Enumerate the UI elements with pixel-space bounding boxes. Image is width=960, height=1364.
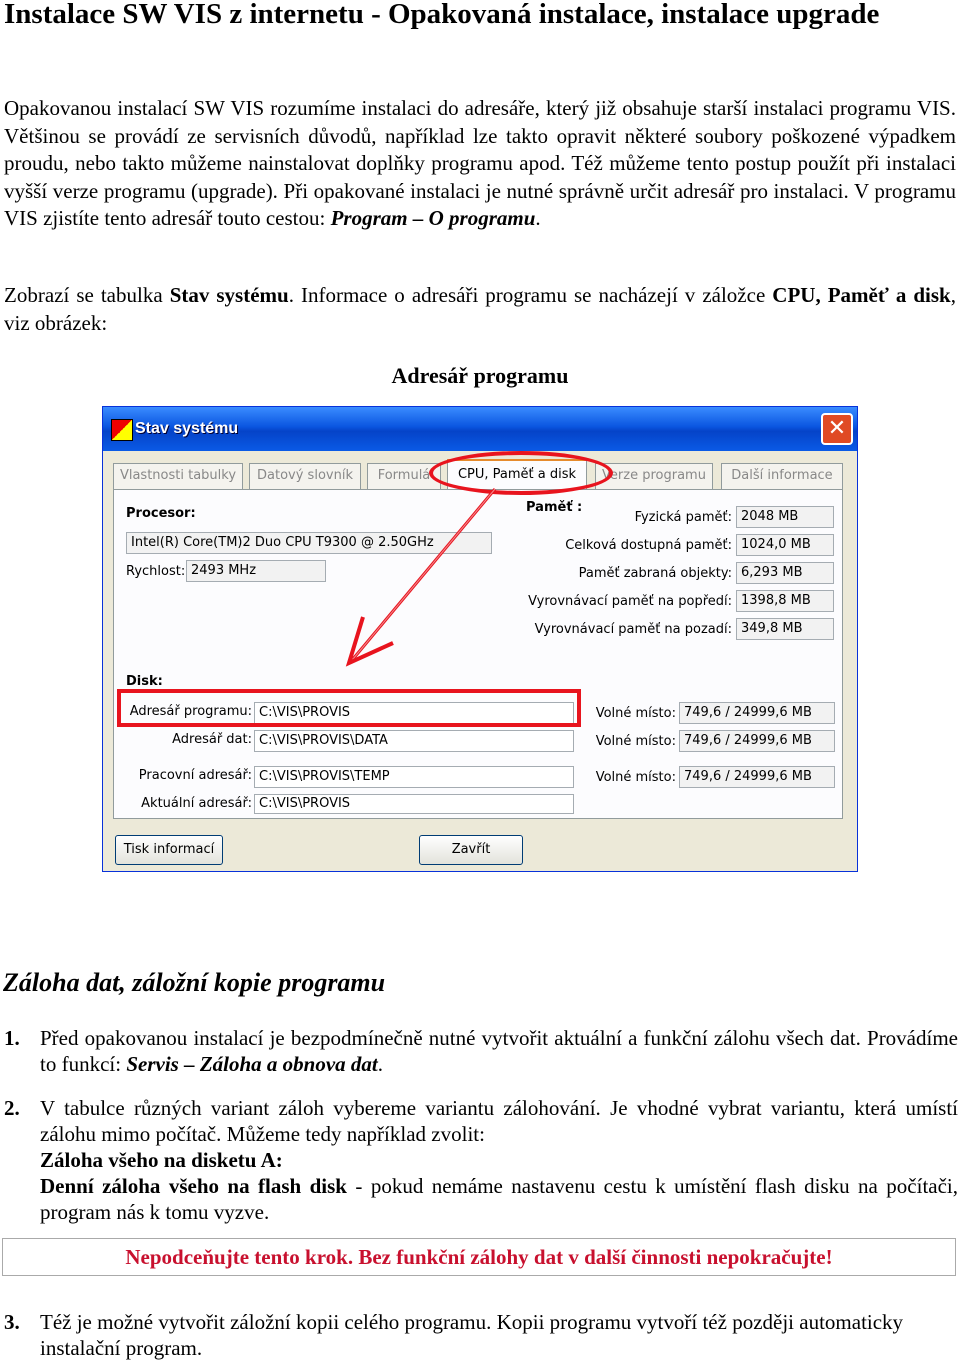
item1-end: . [377,1052,384,1076]
tab-forms[interactable]: Formulá [367,463,441,489]
memory-label: Vyrovnávací paměť na pozadí: [534,622,732,637]
backup-option-flash: Denní záloha všeho na flash disk [40,1174,347,1198]
item1-text: Před opakovanou instalací je bezpodmínečně nutné vytvořit aktuální a funkční zálohu všech dat. Provádíme to funkcí: [40,1026,958,1076]
intro-text: Opakovanou instalací SW VIS rozumíme instalaci do adresáře, který již obsahuje starší instalaci programu VIS. Většinou se provádí ze servisních důvodů, například lze takto opravit některé soubory poškozené výpadkem proudu, nebo takto můžeme nainstalovat doplňky programu apod. Též můžeme tento postup použít při instalaci vyšší verze programu (upgrade). Při opakované instalaci je nutné správně určit adresář pro instalaci. V programu VIS zjistíte tento adresář touto cestou: [4,96,956,230]
list-item [4,1025,956,1079]
p2-bold-2: CPU, Paměť a disk [772,283,951,307]
current-dir-label: Aktuální adresář: [141,796,252,811]
work-dir-label: Pracovní adresář: [138,768,252,783]
list-number: 2. [4,1096,20,1120]
system-status-window [102,406,858,872]
free-space-value: 749,6 / 24999,6 MB [679,766,835,788]
p2-text-3: , viz obrázek: [4,283,956,335]
page-title: Instalace SW VIS z internetu - Opakovaná instalace, instalace upgrade [4,0,880,30]
cpu-name-field: Intel(R) Core(TM)2 Duo CPU T9300 @ 2.50GHz [126,532,492,554]
memory-value: 6,293 MB [736,562,834,584]
warning-box: Nepodceňujte tento krok. Bez funkční zálohy dat v další činnosti nepokračujte! [2,1238,956,1276]
memory-label: Celková dostupná paměť: [565,538,732,553]
memory-label: Vyrovnávací paměť na popředí: [528,594,732,609]
program-dir-label: Adresář programu: [129,704,252,719]
backup-option-floppy: Záloha všeho na disketu A: [40,1148,283,1172]
free-space-value: 749,6 / 24999,6 MB [679,702,835,724]
memory-label: Fyzická paměť: [634,510,732,525]
window-title: Stav systému [135,420,239,437]
free-space-value: 749,6 / 24999,6 MB [679,730,835,752]
memory-label: Paměť zabraná objekty: [578,566,732,581]
cpu-heading: Procesor: [126,506,196,521]
close-button[interactable]: Zavřít [419,835,523,865]
figure-caption: Adresář programu [391,363,569,388]
menu-path: Program – O programu [330,206,536,230]
memory-value: 2048 MB [736,506,834,528]
list-text [40,1025,958,1077]
backup-menu-path: Servis – Záloha a obnova dat [126,1052,378,1076]
item2-text-2: - pokud nemáme nastavenu cestu k umístění flash disku na počítači, program nás k tomu vyzve. [40,1174,959,1224]
intro-paragraph [4,95,956,233]
free-space-label: Volné místo: [595,706,676,721]
work-dir-field[interactable]: C:\VIS\PROVIS\TEMP [254,766,574,788]
print-info-button[interactable]: Tisk informací [115,835,223,865]
table-info-paragraph [4,282,956,337]
program-dir-field[interactable]: C:\VIS\PROVIS [254,702,574,724]
current-dir-field[interactable]: C:\VIS\PROVIS [254,794,574,814]
memory-value: 1398,8 MB [736,590,834,612]
annotation-arrow-icon [103,407,858,872]
backup-section-heading: Záloha dat, záložní kopie programu [3,968,386,997]
cpu-speed-field: 2493 MHz [186,560,326,582]
data-dir-label: Adresář dat: [172,732,252,747]
list-item [4,1095,959,1225]
list-number: 1. [4,1026,20,1050]
tab-more-info[interactable]: Další informace [721,463,843,489]
memory-heading: Paměť : [526,500,583,515]
list-text: Též je možné vytvořit záložní kopii celého programu. Kopii programu vytvoří též později automaticky instalační program. [40,1310,904,1360]
tab-program-version[interactable]: Verze programu [595,463,713,489]
tab-cpu-memory-disk[interactable]: CPU, Paměť a disk [447,459,587,491]
list-number: 3. [4,1310,20,1334]
free-space-label: Volné místo: [595,770,676,785]
tab-table-properties[interactable]: Vlastnosti tabulky [113,463,243,489]
data-dir-field[interactable]: C:\VIS\PROVIS\DATA [254,730,574,752]
close-icon[interactable]: ✕ [821,413,853,445]
cpu-speed-label: Rychlost: [126,564,186,579]
free-space-label: Volné místo: [595,734,676,749]
tab-data-dictionary[interactable]: Datový slovník [249,463,361,489]
disk-heading: Disk: [126,674,163,689]
intro-end: . [535,206,541,230]
list-text [40,1095,958,1225]
p2-text-2: . Informace o adresáři programu se nacházejí v záložce [288,283,773,307]
list-item [4,1309,956,1363]
memory-value: 349,8 MB [736,618,834,640]
item2-text: V tabulce různých variant záloh vybereme variantu zálohování. Je vhodné vybrat variantu, která umístí zálohu mimo počítač. Můžeme tedy například zvolit: [40,1096,958,1146]
memory-value: 1024,0 MB [736,534,834,556]
p2-bold-1: Stav systému [169,283,289,307]
p2-text: Zobrazí se tabulka [4,283,170,307]
